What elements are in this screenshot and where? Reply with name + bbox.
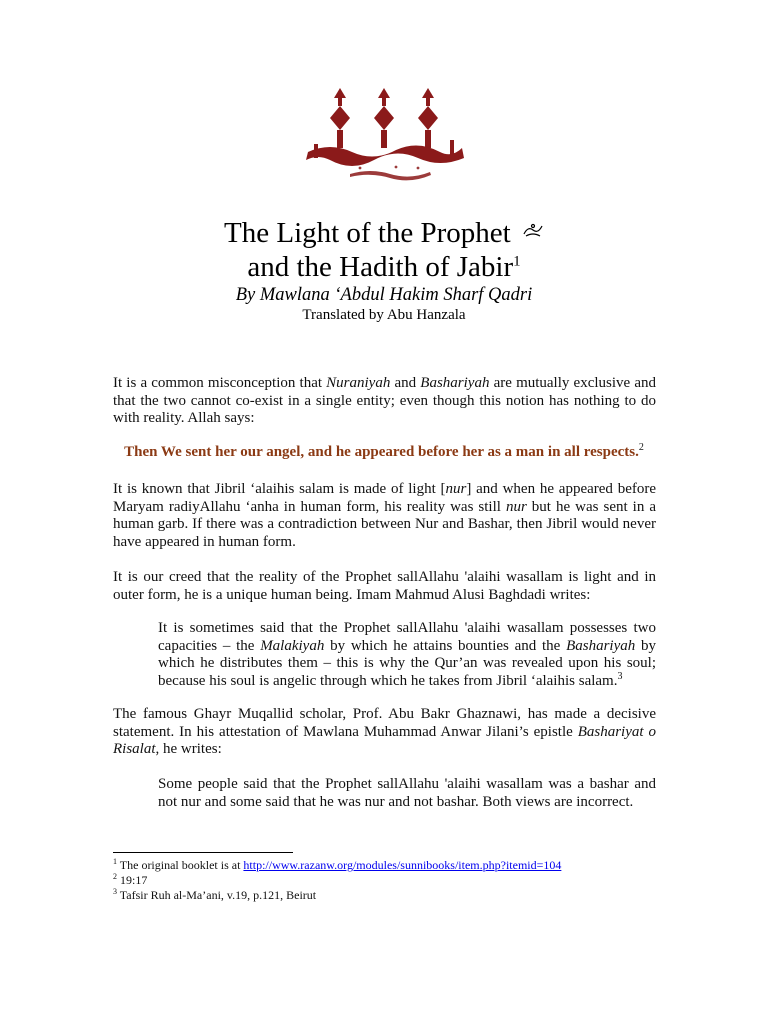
paragraph-2: It is known that Jibril ‘alaihis salam is made of light [nur] and when he appeared before Maryam radiyAllahu ‘anha in human form, his reality was still nur but he was sent in a human garb. If there was a contradiction between Nur and Bashar, then Jibril would never have appeared in human form. — [113, 481, 657, 550]
footnote-2: $^2$ 19:17 — [113, 872, 148, 887]
footnote-3: $^3$ Tafsir Ruh al-Ma’ani, v.19, p.121, Beirut — [113, 887, 317, 902]
translator-line: Translated by Abu Hanzala — [302, 307, 466, 323]
paragraph-3: It is our creed that the reality of the Prophet sallAllahu 'alaihi wasallam is light and in outer form, he is a unique human being. Imam Mahmud Alusi Baghdadi writes: — [113, 569, 656, 603]
title-line-1: The Light of the Prophet — [0, 216, 768, 250]
footnote-1: $^1$ The original booklet is at http://www.razanw.org/modules/sunnibooks/item.php?itemid=104 — [113, 857, 562, 872]
paragraph-1: It is a common misconception that Nuraniyah and Bashariyah are mutually exclusive and that the two cannot co-exist in a single entity; even though this notion has nothing to do with reality. Allah says: — [113, 375, 656, 426]
title-line-2: and the Hadith of Jabir$^1$ — [247, 251, 521, 283]
bismillah-calligraphy-icon — [300, 88, 468, 188]
block-quote-1: It is sometimes said that the Prophet sallAllahu 'alaihi wasallam possesses two capacities – the Malakiyah by which he attains bounties and the Bashariyah by which he distributes them – this is why the Qur’an was revealed upon his soul; because his soul is angelic through which he takes from Jibril ‘alaihis salam.$^3$ — [158, 620, 656, 689]
footnote-ref-3[interactable]: 3 — [617, 670, 623, 682]
footnote-1-link[interactable]: http://www.razanw.org/modules/sunnibooks/item.php?itemid=104 — [243, 858, 562, 872]
footnote-divider — [113, 852, 293, 853]
footnote-ref-1[interactable]: 1 — [513, 253, 521, 270]
salawat-honorific-icon — [522, 222, 544, 238]
paragraph-4: The famous Ghayr Muqallid scholar, Prof. Abu Bakr Ghaznawi, has made a decisive statement. In his attestation of Mawlana Muhammad Anwar Jilani’s epistle Bashariyat o Risalat, he writes: — [113, 706, 656, 757]
footnote-ref-2[interactable]: 2 — [638, 442, 644, 453]
quran-verse: Then We sent her our angel, and he appeared before her as a man in all respects.$^2$ — [124, 442, 644, 460]
block-quote-2: Some people said that the Prophet sallAllahu 'alaihi wasallam was a bashar and not nur and some said that he was nur and not bashar. Both views are incorrect. — [158, 776, 656, 810]
author-byline: By Mawlana ‘Abdul Hakim Sharf Qadri — [235, 285, 533, 305]
